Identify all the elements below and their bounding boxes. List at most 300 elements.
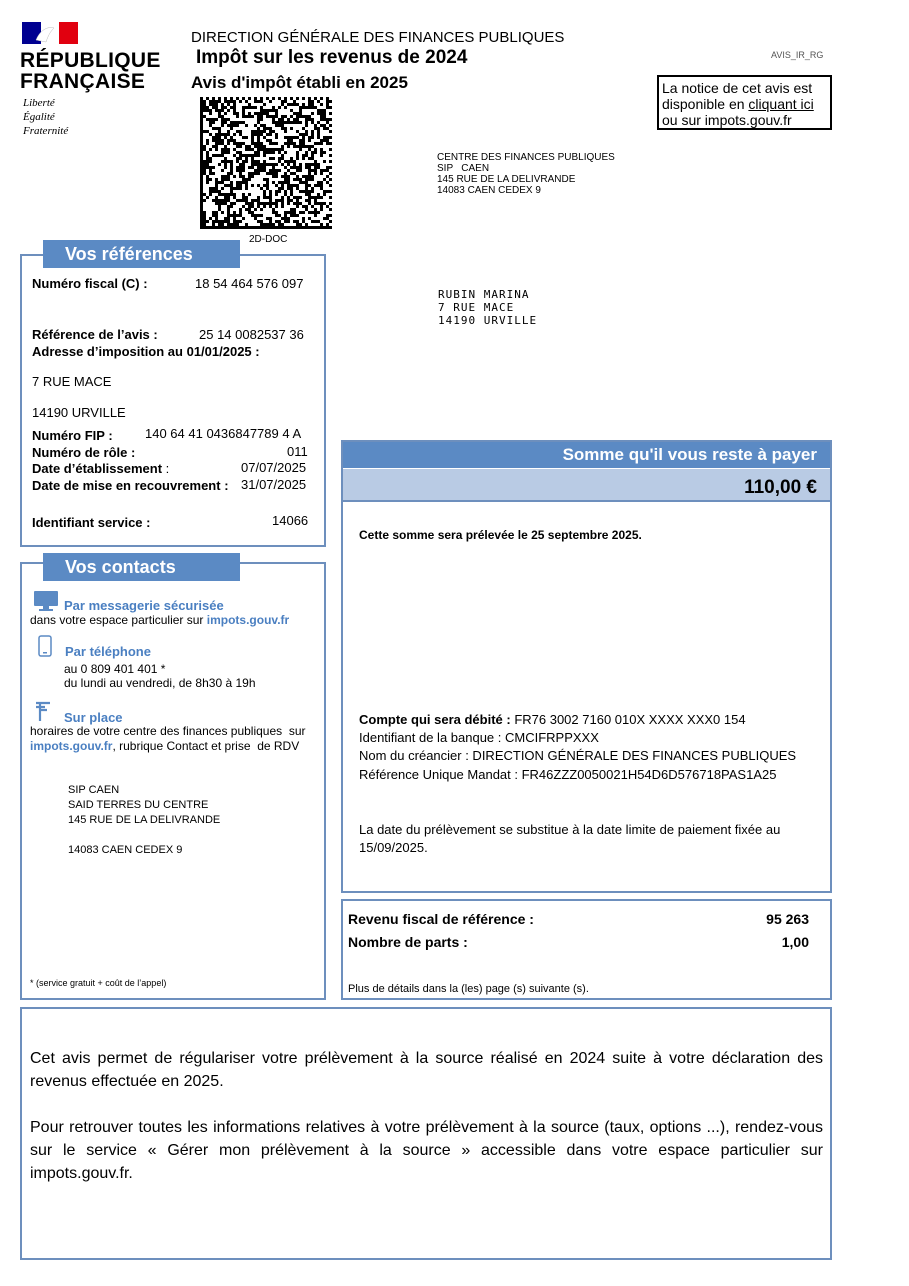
barcode-module [254,106,257,109]
mandate-ref: Référence Unique Mandat : FR46ZZZ0050021H54D6D576718PAS1A25 [359,767,777,782]
barcode-module [215,136,218,139]
barcode-module [287,160,290,163]
barcode-module [254,124,257,127]
barcode-module [305,193,308,196]
barcode-module [302,142,305,145]
barcode-module [221,187,224,190]
barcode-module [227,103,230,106]
barcode-module [272,169,275,172]
barcode-module [251,130,254,133]
barcode-module [254,169,257,172]
barcode-module [215,199,218,202]
barcode-module [251,136,254,139]
barcode-module [263,112,266,115]
barcode-module [218,133,221,136]
barcode-module [302,133,305,136]
info-para2: Pour retrouver toutes les informations relatives à votre prélèvement à la source (taux, options ...), rendez-vous sur le service « Gérer mon prélèvement à la source » accessible dans votre espace particulier sur impots.gouv.fr. [30,1119,823,1182]
barcode-module [323,136,326,139]
barcode-module [257,169,260,172]
barcode-module [320,115,323,118]
barcode-module [278,169,281,172]
barcode-module [233,124,236,127]
barcode-module [200,100,203,103]
barcode-module [212,211,215,214]
barcode-module [206,178,209,181]
barcode-module [329,166,332,169]
barcode-module [200,205,203,208]
barcode-module [326,181,329,184]
barcode-module [245,196,248,199]
barcode-module [269,127,272,130]
barcode-module [257,214,260,217]
barcode-module [260,145,263,148]
barcode-module [200,103,203,106]
barcode-module [260,142,263,145]
barcode-module [206,226,209,229]
place-icon [33,700,53,722]
barcode-module [326,217,329,220]
barcode-module [200,127,203,130]
account-row [359,712,746,727]
barcode-module [311,157,314,160]
barcode-module [278,181,281,184]
barcode-module [287,196,290,199]
barcode-module [287,226,290,229]
barcode-module [239,154,242,157]
barcode-module [278,124,281,127]
barcode-module [251,160,254,163]
info-para1: Cet avis permet de régulariser votre prélèvement à la source réalisé en 2024 suite à votre déclaration des revenus effectuée en 2025. [30,1050,823,1090]
barcode-module [272,163,275,166]
barcode-module [248,208,251,211]
barcode-module [248,148,251,151]
barcode-module [227,196,230,199]
barcode-module [200,217,203,220]
barcode-module [281,145,284,148]
sender-address [437,152,615,196]
barcode-module [290,97,293,100]
barcode-module [200,202,203,205]
etab-row [32,461,169,476]
barcode-module [317,112,320,115]
barcode-module [281,103,284,106]
barcode-module [305,130,308,133]
barcode-module [230,223,233,226]
barcode-module [218,130,221,133]
barcode-module [251,157,254,160]
barcode-module [251,211,254,214]
barcode-module [275,199,278,202]
barcode-module [263,178,266,181]
barcode-module [227,139,230,142]
barcode-module [320,109,323,112]
barcode-module [269,157,272,160]
barcode-module [293,136,296,139]
barcode-module [257,115,260,118]
date-note1: La date du prélèvement se substitue à la date limite de paiement fixée au [359,822,781,837]
barcode-module [221,148,224,151]
barcode-module [257,154,260,157]
barcode-module [275,172,278,175]
barcode-module [203,214,206,217]
barcode-module [230,166,233,169]
barcode-module [320,142,323,145]
barcode-module [323,127,326,130]
barcode-module [311,211,314,214]
messagerie-text-prefix: dans votre espace particulier sur [30,613,207,627]
barcode-module [215,178,218,181]
barcode-module [272,97,275,100]
barcode-module [275,214,278,217]
barcode-module [200,136,203,139]
barcode-module [245,145,248,148]
barcode-module [227,109,230,112]
barcode-module [266,196,269,199]
barcode-module [266,97,269,100]
barcode-module [302,106,305,109]
barcode-module [305,115,308,118]
barcode-module [284,190,287,193]
barcode-module [209,109,212,112]
barcode-module [299,181,302,184]
barcode-module [302,220,305,223]
barcode-module [251,142,254,145]
barcode-module [233,214,236,217]
barcode-module [317,121,320,124]
barcode-module [293,211,296,214]
barcode-module [200,115,203,118]
barcode-module [275,205,278,208]
barcode-module [299,139,302,142]
barcode-module [224,178,227,181]
barcode-module [233,220,236,223]
barcode-module [200,145,203,148]
barcode-module [278,160,281,163]
barcode-module [230,97,233,100]
barcode-module [305,166,308,169]
barcode-module [257,130,260,133]
barcode-module [245,184,248,187]
barcode-module [230,160,233,163]
avis-label: Référence de l’avis : [32,327,158,342]
barcode-module [323,193,326,196]
barcode-module [236,214,239,217]
barcode-module [275,124,278,127]
place-text1: horaires de votre centre des finances publiques sur [30,724,306,738]
place-text2: , rubrique Contact et prise de RDV [112,739,300,753]
barcode-module [218,136,221,139]
barcode-module [200,181,203,184]
barcode-module [245,199,248,202]
notice-link[interactable]: cliquant ici [748,96,814,112]
barcode-module [269,115,272,118]
barcode-module [257,196,260,199]
place-link[interactable]: impots.gouv.fr [30,739,113,753]
barcode-module [287,220,290,223]
barcode-module [314,208,317,211]
barcode-module [230,106,233,109]
barcode-module [236,130,239,133]
barcode-module [203,199,206,202]
barcode-module [242,226,245,229]
fiscal-label: Numéro fiscal (C) : [32,276,148,291]
barcode-module [236,184,239,187]
barcode-module [200,160,203,163]
barcode-module [314,151,317,154]
barcode-module [269,109,272,112]
barcode-module [281,148,284,151]
barcode-module [308,103,311,106]
barcode-module [275,109,278,112]
barcode-module [251,115,254,118]
barcode-module [224,97,227,100]
barcode-module [269,142,272,145]
barcode-module [218,109,221,112]
barcode-module [329,160,332,163]
barcode-module [224,217,227,220]
barcode-module [293,196,296,199]
barcode-module [320,196,323,199]
barcode-module [290,214,293,217]
barcode-module [224,133,227,136]
barcode-module [203,169,206,172]
barcode-module [263,169,266,172]
barcode-module [314,211,317,214]
barcode-module [263,124,266,127]
barcode-module [245,136,248,139]
barcode-module [266,151,269,154]
barcode-module [299,226,302,229]
barcode-module [269,133,272,136]
barcode-module [302,205,305,208]
barcode-module [281,118,284,121]
barcode-module [311,100,314,103]
barcode-module [245,223,248,226]
barcode-module [212,106,215,109]
barcode-module [311,196,314,199]
barcode-module [272,211,275,214]
barcode-module [242,181,245,184]
barcode-module [275,184,278,187]
barcode-module [215,214,218,217]
barcode-module [272,118,275,121]
barcode-module [290,109,293,112]
references-box [20,254,326,547]
barcode-module [224,160,227,163]
barcode-module [266,202,269,205]
barcode-module [326,205,329,208]
barcode-module [281,121,284,124]
recipient-line3: 14190 URVILLE [438,314,538,327]
barcode-module [248,178,251,181]
barcode-module [284,166,287,169]
barcode-module [272,223,275,226]
barcode-module [206,154,209,157]
sip-line3: 145 RUE DE LA DELIVRANDE [68,814,221,826]
barcode-module [218,208,221,211]
barcode-module [230,172,233,175]
barcode-module [227,217,230,220]
barcode-module [227,172,230,175]
barcode-module [218,202,221,205]
barcode-module [284,181,287,184]
barcode-module [260,100,263,103]
barcode-module [206,160,209,163]
barcode-module [206,166,209,169]
barcode-module [263,202,266,205]
barcode-module [269,226,272,229]
barcode-module [248,154,251,157]
barcode-module [314,169,317,172]
barcode-module [215,211,218,214]
service-label: Identifiant service : [32,515,151,530]
barcode-module [230,100,233,103]
barcode-module [299,166,302,169]
barcode-module [203,220,206,223]
barcode-module [260,223,263,226]
barcode-module [209,166,212,169]
barcode-module [251,172,254,175]
barcode-module [236,169,239,172]
barcode-module [257,166,260,169]
barcode-module [293,214,296,217]
barcode-module [287,217,290,220]
barcode-module [215,103,218,106]
barcode-module [257,145,260,148]
barcode-module [221,193,224,196]
barcode-module [200,154,203,157]
barcode-module [281,157,284,160]
barcode-module [218,163,221,166]
barcode-module [260,106,263,109]
barcode-module [242,163,245,166]
barcode-module [314,163,317,166]
barcode-module [257,148,260,151]
barcode-module [329,154,332,157]
barcode-module [260,124,263,127]
barcode-module [302,97,305,100]
service-value: 14066 [272,513,309,528]
barcode-module [299,169,302,172]
barcode-module [203,106,206,109]
address-line1: 7 RUE MACE [32,374,112,389]
barcode-module [215,154,218,157]
barcode-module [242,169,245,172]
barcode-module [272,109,275,112]
barcode-module [242,142,245,145]
barcode-module [284,211,287,214]
barcode-module [215,190,218,193]
barcode-module [257,142,260,145]
barcode-module [227,148,230,151]
barcode-module [200,124,203,127]
barcode-module [278,151,281,154]
barcode-module [311,145,314,148]
barcode-module [329,190,332,193]
barcode-module [200,190,203,193]
barcode-module [251,202,254,205]
barcode-module [233,100,236,103]
barcode-module [257,163,260,166]
marianne-flag-icon [22,22,78,44]
barcode-module [326,136,329,139]
barcode-module [290,199,293,202]
barcode-module [263,160,266,163]
barcode-module [311,178,314,181]
barcode-module [221,181,224,184]
barcode-module [272,148,275,151]
barcode-module [251,163,254,166]
barcode-module [260,214,263,217]
barcode-module [218,115,221,118]
barcode-module [305,175,308,178]
barcode-module [284,97,287,100]
barcode-module [302,103,305,106]
barcode-module [245,187,248,190]
barcode-module [239,208,242,211]
barcode-module [320,187,323,190]
barcode-module [200,169,203,172]
barcode-module [305,124,308,127]
barcode-module [203,223,206,226]
barcode-module [278,148,281,151]
barcode-module [290,208,293,211]
barcode-module [266,133,269,136]
barcode-module [305,106,308,109]
references-tab: Vos références [43,240,240,268]
barcode-module [299,145,302,148]
barcode-module [305,187,308,190]
fiscal-value: 18 54 464 576 097 [195,276,304,291]
barcode-module [326,97,329,100]
barcode-module [236,220,239,223]
barcode-module [272,130,275,133]
barcode-module [302,175,305,178]
barcode-module [266,115,269,118]
barcode-module [233,187,236,190]
barcode-module [305,133,308,136]
barcode-module [263,145,266,148]
barcode-module [272,172,275,175]
barcode-module [314,226,317,229]
barcode-module [293,172,296,175]
barcode-module [209,124,212,127]
barcode-module [224,112,227,115]
barcode-module [233,196,236,199]
barcode-module [239,157,242,160]
logo-motto3: Fraternité [23,125,69,137]
barcode-module [269,223,272,226]
sip-line4: 14083 CAEN CEDEX 9 [68,844,183,856]
barcode-module [230,124,233,127]
barcode-module [215,148,218,151]
barcode-module [260,148,263,151]
date-note2: 15/09/2025. [359,840,428,855]
barcode-module [233,148,236,151]
barcode-module [254,163,257,166]
barcode-module [263,205,266,208]
barcode-module [221,160,224,163]
barcode-module [320,208,323,211]
barcode-module [275,142,278,145]
barcode-module [227,142,230,145]
barcode-module [239,166,242,169]
barcode-module [275,169,278,172]
barcode-module [320,202,323,205]
barcode-module [248,106,251,109]
etab-colon: : [162,461,170,476]
messagerie-link[interactable]: impots.gouv.fr [206,613,290,627]
